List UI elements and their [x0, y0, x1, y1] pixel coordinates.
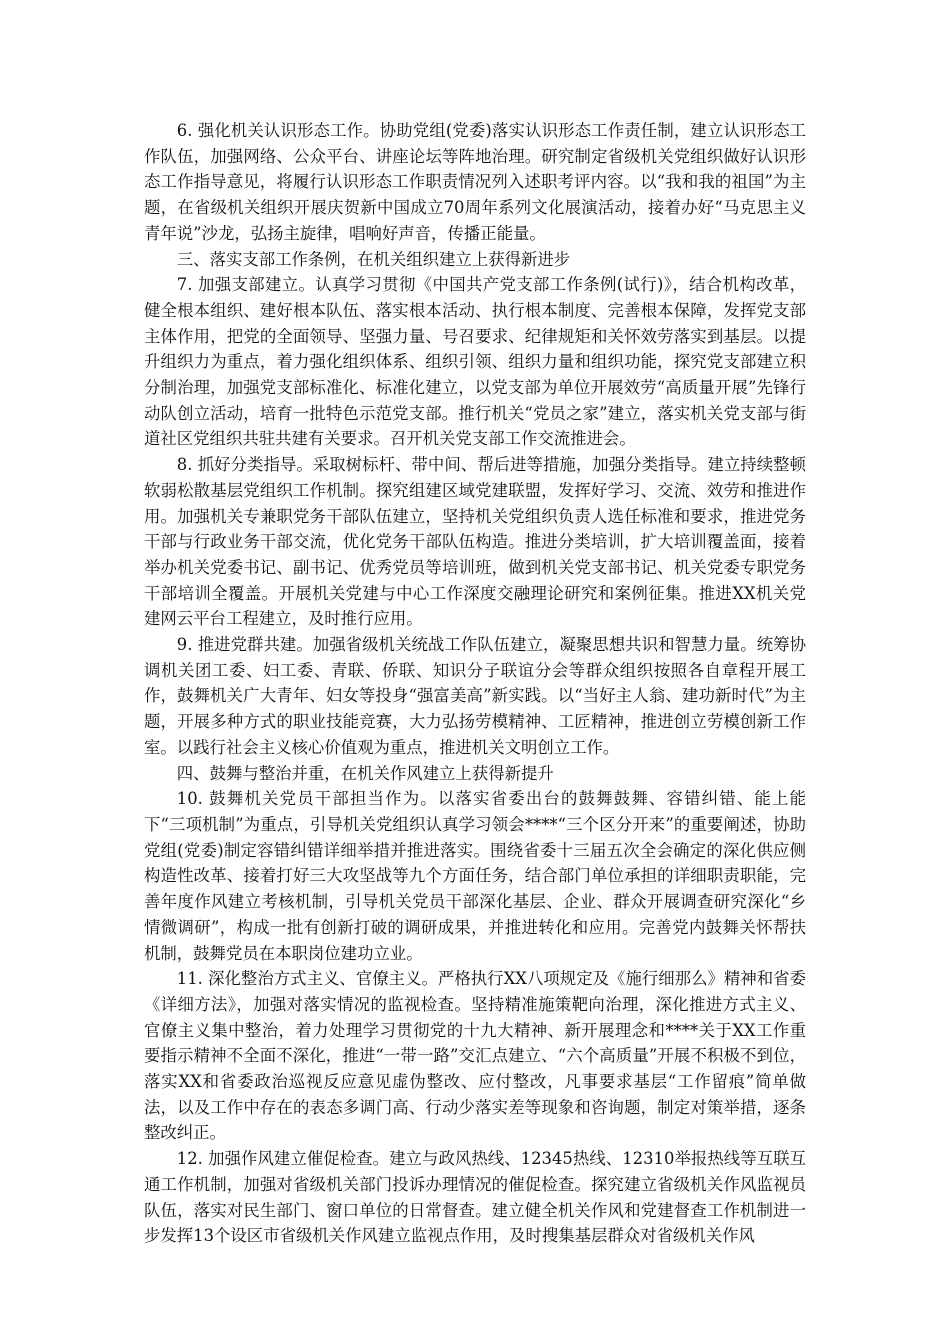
- section-heading-3: 三、落实支部工作条例，在机关组织建立上获得新进步: [176, 249, 571, 269]
- section-heading-4: 四、鼓舞与整治并重，在机关作风建立上获得新提升: [176, 763, 554, 783]
- paragraph-7: 7. 加强支部建立。认真学习贯彻《中国共产党支部工作条例(试行)》，结合机构改革，健全根本组织、建好根本队伍、落实根本活动、执行根本制度、完善根本保障，发挥党支部主体作用，把党的全面领导、坚强力量、号召要求、纪律规矩和关怀效劳落实到基层。以提升组织力为重点，着力强化组织体系、组织引领、组织力量和组织功能，探究党支部建立积分制治理，加强党支部标准化、标准化建立，以党支部为单位开展效劳“高质量开展”先锋行动队创立活动，培育一批特色示范党支部。推行机关“党员之家”建立，落实机关党支部与街道社区党组织共驻共建有关要求。召开机关党支部工作交流推进会。: [144, 275, 806, 449]
- paragraph-9: 9. 推进党群共建。加强省级机关统战工作队伍建立，凝聚思想共识和智慧力量。统筹协调机关团工委、妇工委、青联、侨联、知识分子联谊分会等群众组织按照各自章程开展工作，鼓舞机关广大青年、妇女等投身“强富美高”新实践。以“当好主人翁、建功新时代”为主题，开展多种方式的职业技能竞赛，大力弘扬劳模精神、工匠精神，推进创立劳模创新工作室。以践行社会主义核心价值观为重点，推进机关文明创立工作。: [144, 635, 806, 757]
- paragraph-6: 6. 强化机关认识形态工作。协助党组(党委)落实认识形态工作责任制，建立认识形态工作队伍，加强网络、公众平台、讲座论坛等阵地治理。研究制定省级机关党组织做好认识形态工作指导意见，将履行认识形态工作职责情况列入述职考评内容。以“我和我的祖国”为主题，在省级机关组织开展庆贺新中国成立70周年系列文化展演活动，接着办好“马克思主义青年说”沙龙，弘扬主旋律，唱响好声音，传播正能量。: [144, 121, 806, 243]
- paragraph-11: 11. 深化整治方式主义、官僚主义。严格执行XX八项规定及《施行细那么》精神和省委《详细方法》，加强对落实情况的监视检查。坚持精准施策靶向治理，深化推进方式主义、官僚主义集中整治，着力处理学习贯彻党的十九大精神、新开展理念和****关于XX工作重要指示精神不全面不深化，推进“一带一路”交汇点建立、“六个高质量”开展不积极不到位，落实XX和省委政治巡视反应意见虚伪整改、应付整改，凡事要求基层“工作留痕”简单做法，以及工作中存在的表态多调门高、行动少落实差等现象和咨询题，制定对策举措，逐条整改纠正。: [144, 969, 806, 1143]
- document-body: [144, 118, 806, 1249]
- paragraph-8: 8. 抓好分类指导。采取树标杆、带中间、帮后进等措施，加强分类指导。建立持续整顿软弱松散基层党组织工作机制。探究组建区域党建联盟，发挥好学习、交流、效劳和推进作用。加强机关专兼职党务干部队伍建立，坚持机关党组织负责人选任标准和要求，推进党务干部与行政业务干部交流，优化党务干部队伍构造。推进分类培训，扩大培训覆盖面，接着举办机关党委书记、副书记、优秀党员等培训班，做到机关党支部书记、机关党委专职党务干部培训全覆盖。开展机关党建与中心工作深度交融理论研究和案例征集。推进XX机关党建网云平台工程建立，及时推行应用。: [144, 455, 806, 629]
- paragraph-12: 12. 加强作风建立催促检查。建立与政风热线、12345热线、12310举报热线等互联互通工作机制，加强对省级机关部门投诉办理情况的催促检查。探究建立省级机关作风监视员队伍，落实对民生部门、窗口单位的日常督查。建立健全机关作风和党建督查工作机制进一步发挥13个设区市省级机关作风建立监视点作用，及时搜集基层群众对省级机关作风: [144, 1149, 806, 1246]
- paragraph-10: 10. 鼓舞机关党员干部担当作为。以落实省委出台的鼓舞鼓舞、容错纠错、能上能下“三项机制”为重点，引导机关党组织认真学习领会****“三个区分开来”的重要阐述，协助党组(党委)制定容错纠错详细举措并推进落实。围绕省委十三届五次全会确定的深化供应侧构造性改革、接着打好三大攻坚战等九个方面任务，结合部门单位承担的详细职责职能，完善年度作风建立考核机制，引导机关党员干部深化基层、企业、群众开展调查研究深化“乡情微调研”，构成一批有创新打破的调研成果，并推进转化和应用。完善党内鼓舞关怀帮扶机制，鼓舞党员在本职岗位建功立业。: [144, 789, 806, 963]
